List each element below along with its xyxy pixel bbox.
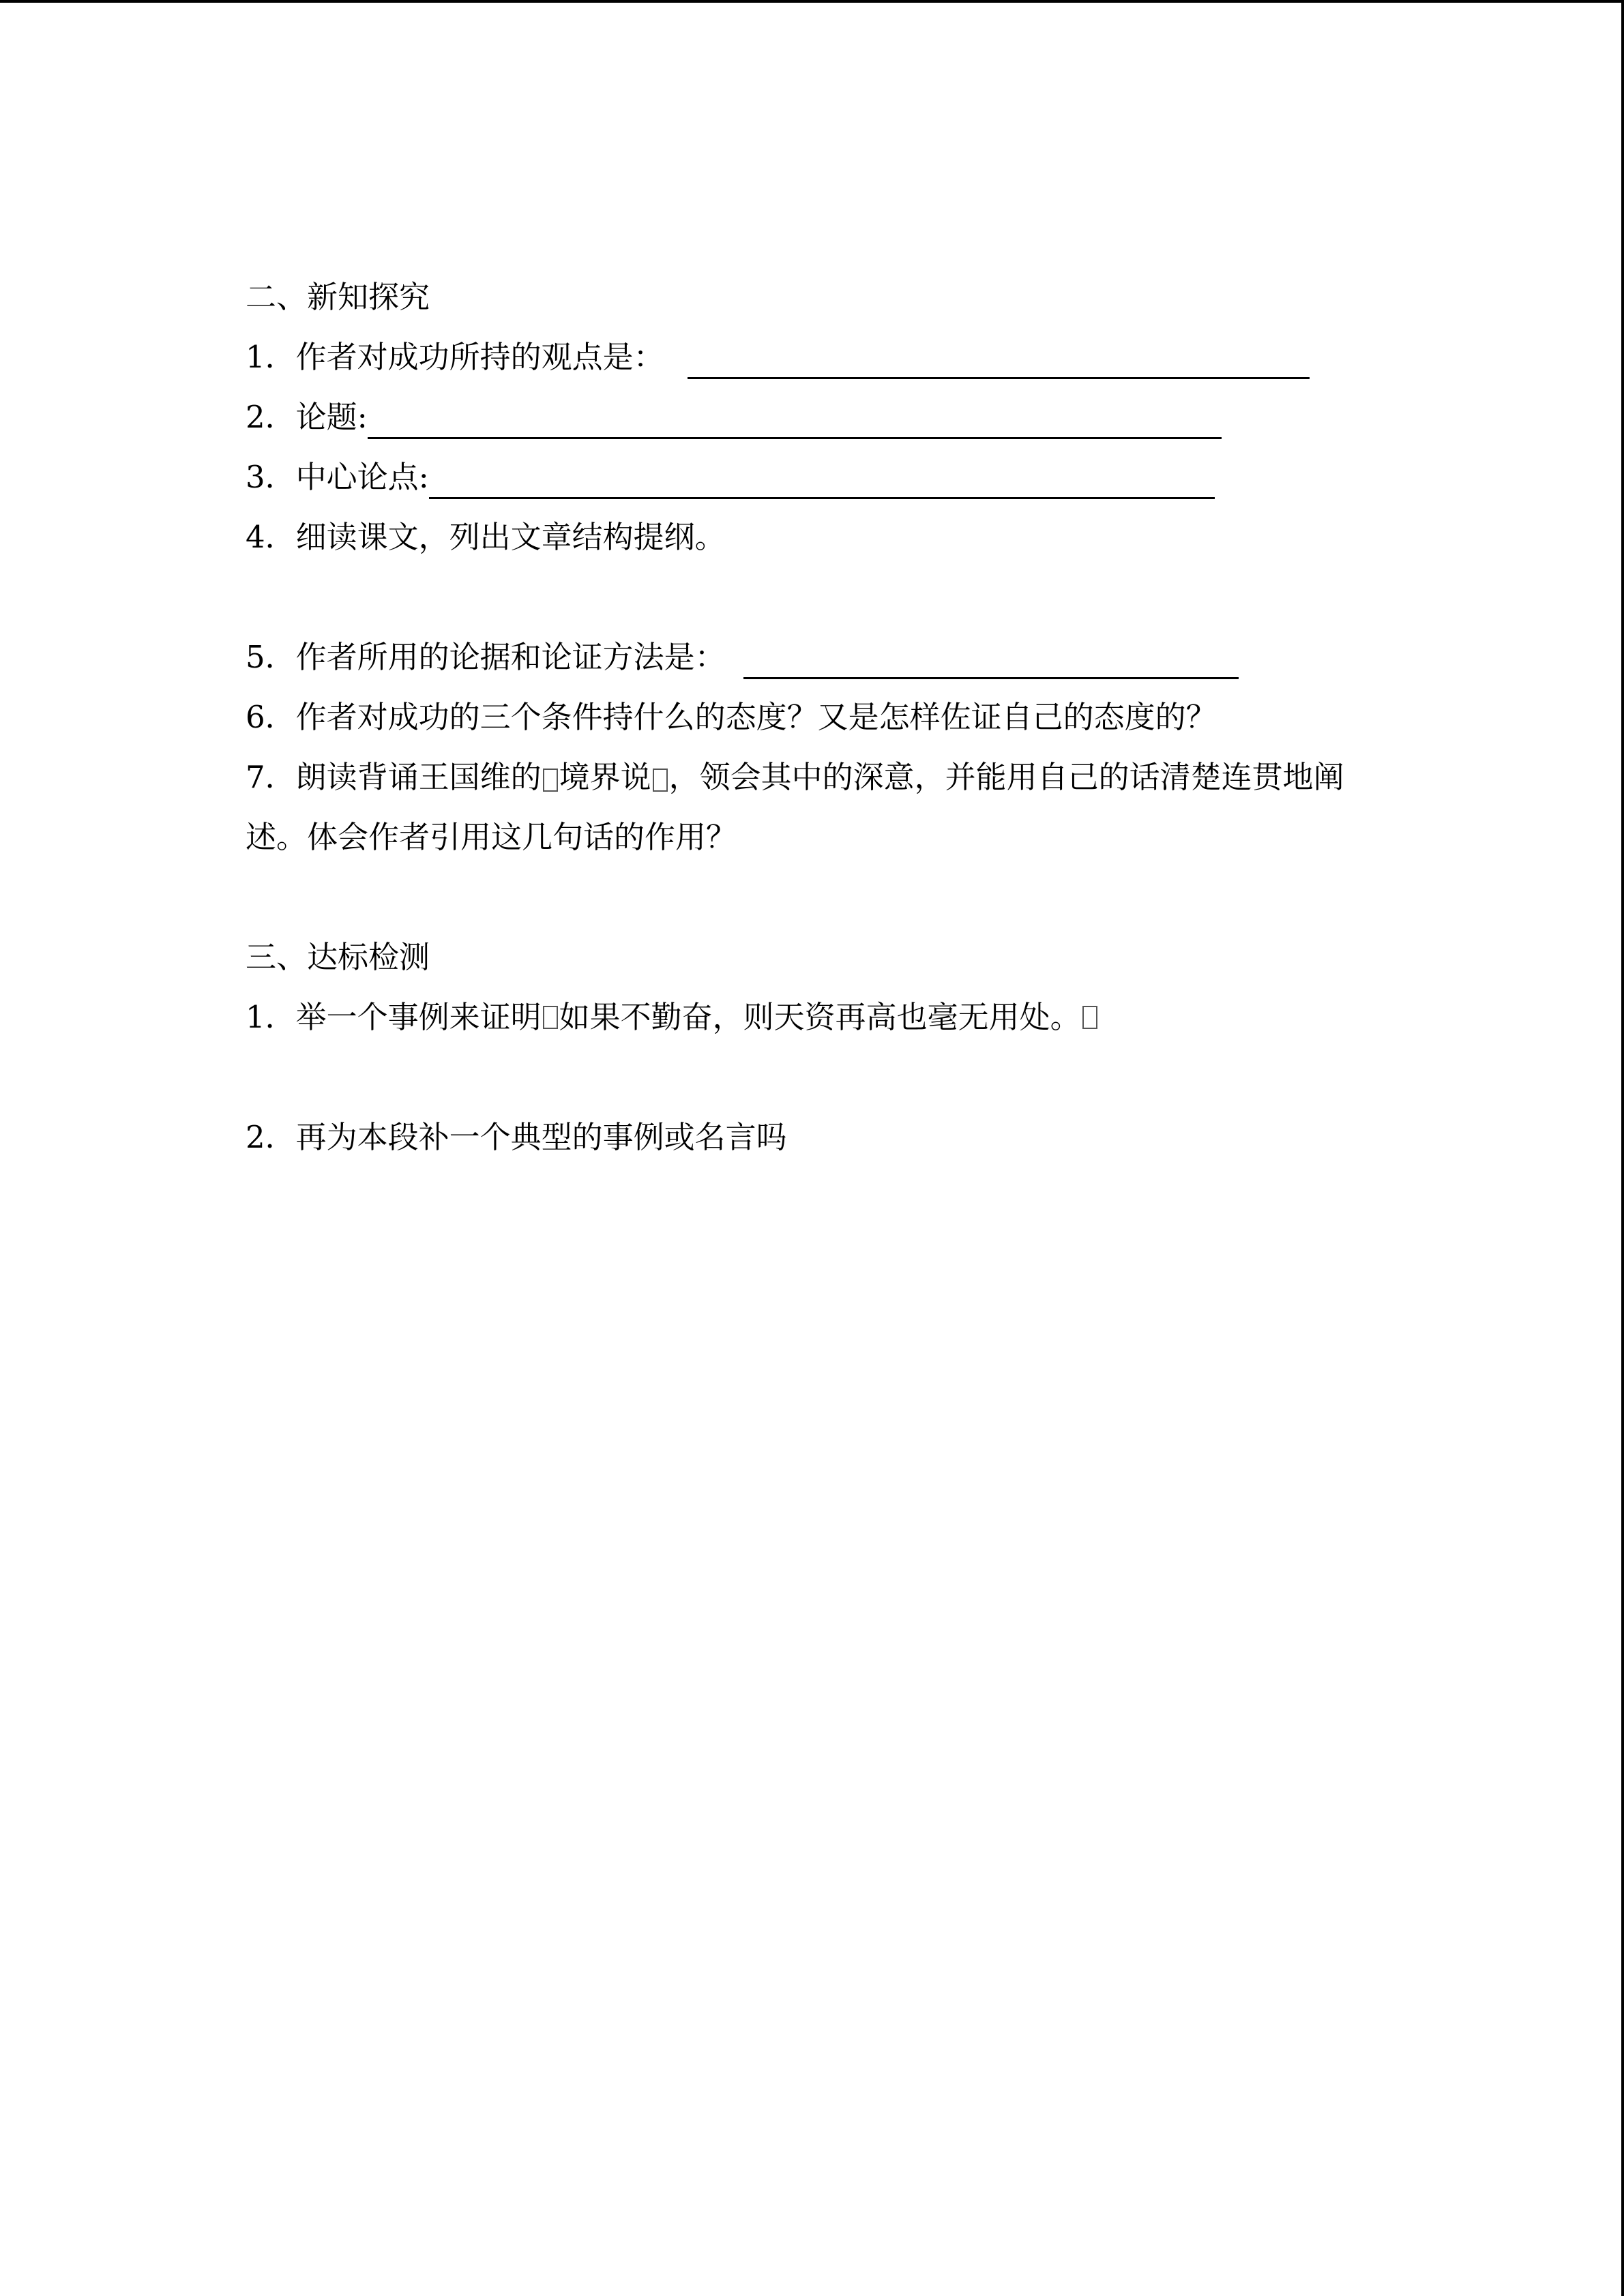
question-3: [246, 447, 1378, 507]
section-heading-new-knowledge: [246, 267, 1378, 327]
question-text: 论题:: [295, 399, 368, 435]
question-1: [246, 327, 1378, 387]
question-text: 作者对成功所持的观点是：: [295, 339, 664, 375]
question-2: [246, 387, 1378, 447]
assessment-question-1: [246, 987, 1378, 1047]
answer-blank[interactable]: [429, 463, 1215, 499]
question-text: 细读课文，列出文章结构提纲。: [295, 519, 726, 555]
answer-space: [246, 1047, 1378, 1107]
question-text: 如果不勤奋，则天资再高也毫无用处。: [559, 999, 1081, 1035]
missing-glyph-icon: [543, 1006, 558, 1029]
question-text: 再为本段补一个典型的事例或名言吗: [295, 1119, 787, 1155]
missing-glyph-icon: [1082, 1006, 1097, 1029]
answer-space: [246, 567, 1378, 627]
question-text: 举一个事例来证明: [295, 999, 542, 1035]
question-number: 1．: [246, 339, 296, 375]
assessment-question-2: [246, 1107, 1378, 1167]
question-text: ，领会其中的深意，并能用自己的话清楚连贯地阐述。体会作者引用这几句话的作用？: [246, 759, 1344, 855]
question-text: 中心论点:: [295, 459, 429, 495]
question-number: 7．: [246, 759, 296, 795]
question-number: 1．: [246, 999, 296, 1035]
answer-blank[interactable]: [688, 343, 1310, 379]
question-text: 境界说: [559, 759, 651, 795]
section-heading-text: 三、达标检测: [246, 939, 430, 975]
question-4: [246, 507, 1378, 567]
question-number: 6．: [246, 699, 296, 735]
section-heading-assessment: [246, 927, 1378, 987]
answer-blank[interactable]: [743, 643, 1239, 679]
missing-glyph-icon: [653, 769, 668, 792]
answer-blank[interactable]: [368, 403, 1222, 439]
question-5: [246, 627, 1378, 687]
question-number: 4．: [246, 519, 296, 555]
question-7: [246, 747, 1378, 867]
question-text: 作者所用的论据和论证方法是：: [295, 639, 726, 675]
question-number: 5．: [246, 639, 296, 675]
worksheet-content: [246, 267, 1378, 1167]
section-heading-text: 二、新知探究: [246, 279, 430, 315]
answer-space: [246, 867, 1378, 927]
question-text: 作者对成功的三个条件持什么的态度？又是怎样佐证自己的态度的？: [295, 699, 1217, 735]
question-number: 2．: [246, 1119, 296, 1155]
missing-glyph-icon: [543, 769, 558, 792]
question-6: [246, 687, 1378, 747]
question-number: 2．: [246, 399, 296, 435]
question-number: 3．: [246, 459, 296, 495]
question-text: 朗读背诵王国维的: [295, 759, 542, 795]
